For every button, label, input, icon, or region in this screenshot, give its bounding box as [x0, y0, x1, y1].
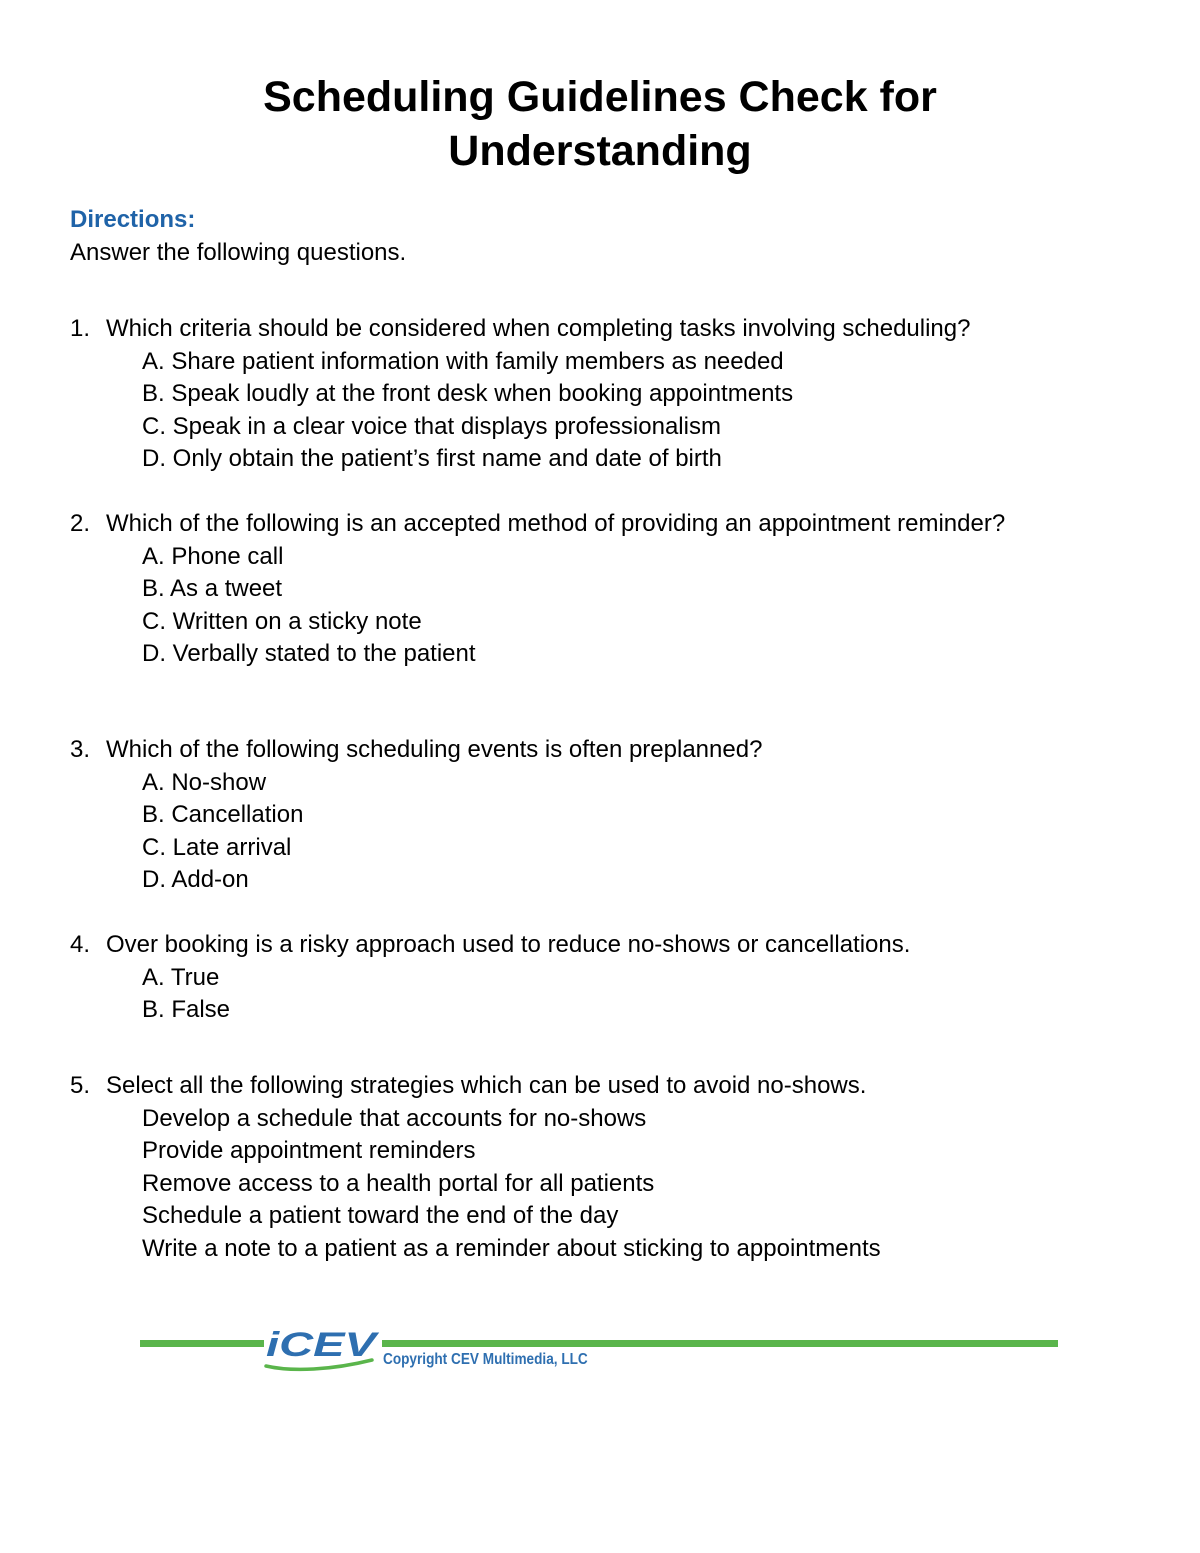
question-text: Select all the following strategies which can be used to avoid no-shows.: [106, 1072, 867, 1099]
question-2: [70, 508, 1150, 671]
option-c: C. Speak in a clear voice that displays professionalism: [142, 412, 721, 440]
title-line-2: Understanding: [448, 127, 752, 175]
question-text: Over booking is a risky approach used to reduce no-shows or cancellations.: [106, 931, 911, 958]
options-list: [70, 962, 1150, 1027]
strategy-option: Develop a schedule that accounts for no-shows: [142, 1104, 647, 1132]
strategy-option: Schedule a patient toward the end of the day: [142, 1202, 619, 1229]
strategy-option: Provide appointment reminders: [142, 1137, 476, 1164]
option-b: B. Speak loudly at the front desk when booking appointments: [142, 380, 794, 407]
options-list: [70, 541, 1150, 671]
options-list: [70, 1103, 1150, 1266]
question-text: Which criteria should be considered when completing tasks involving scheduling?: [106, 315, 971, 342]
option-a: A. True: [142, 963, 220, 991]
option-d: D. Verbally stated to the patient: [142, 640, 476, 667]
question-text: Which of the following is an accepted method of providing an appointment reminder?: [106, 510, 1006, 537]
footer-divider-right: [382, 1340, 1058, 1347]
option-a: A. No-show: [142, 768, 267, 796]
question-1: [70, 313, 1150, 476]
footer-divider-left: [140, 1340, 264, 1347]
option-a: A. Share patient information with family members as needed: [142, 347, 784, 375]
question-4: [70, 929, 1150, 1027]
copyright-text: Copyright CEV Multimedia, LLC: [383, 1351, 588, 1368]
option-d: D. Add-on: [142, 866, 249, 893]
question-number: 3.: [70, 736, 91, 763]
option-b: B. False: [142, 996, 231, 1023]
option-a: A. Phone call: [142, 542, 284, 570]
question-5: [70, 1070, 1150, 1265]
options-list: [70, 346, 1150, 476]
option-b: B. As a tweet: [142, 575, 283, 602]
logo-text: iCEV: [266, 1326, 381, 1364]
option-c: C. Late arrival: [142, 833, 292, 861]
title-line-1: Scheduling Guidelines Check for: [263, 73, 937, 121]
page-title: [0, 70, 1200, 178]
strategy-option: Remove access to a health portal for all patients: [142, 1169, 655, 1197]
icev-logo: [262, 1326, 382, 1372]
directions-label: Directions:: [70, 206, 196, 233]
directions-text: Answer the following questions.: [70, 239, 407, 266]
option-c: C. Written on a sticky note: [142, 607, 422, 635]
question-number: 5.: [70, 1072, 91, 1099]
option-d: D. Only obtain the patient’s first name and date of birth: [142, 445, 722, 472]
strategy-option: Write a note to a patient as a reminder about sticking to appointments: [142, 1234, 881, 1262]
option-b: B. Cancellation: [142, 801, 304, 828]
question-number: 1.: [70, 315, 91, 342]
question-number: 4.: [70, 931, 91, 958]
options-list: [70, 767, 1150, 897]
question-text: Which of the following scheduling events is often preplanned?: [106, 736, 763, 763]
question-number: 2.: [70, 510, 91, 537]
question-3: [70, 734, 1150, 897]
